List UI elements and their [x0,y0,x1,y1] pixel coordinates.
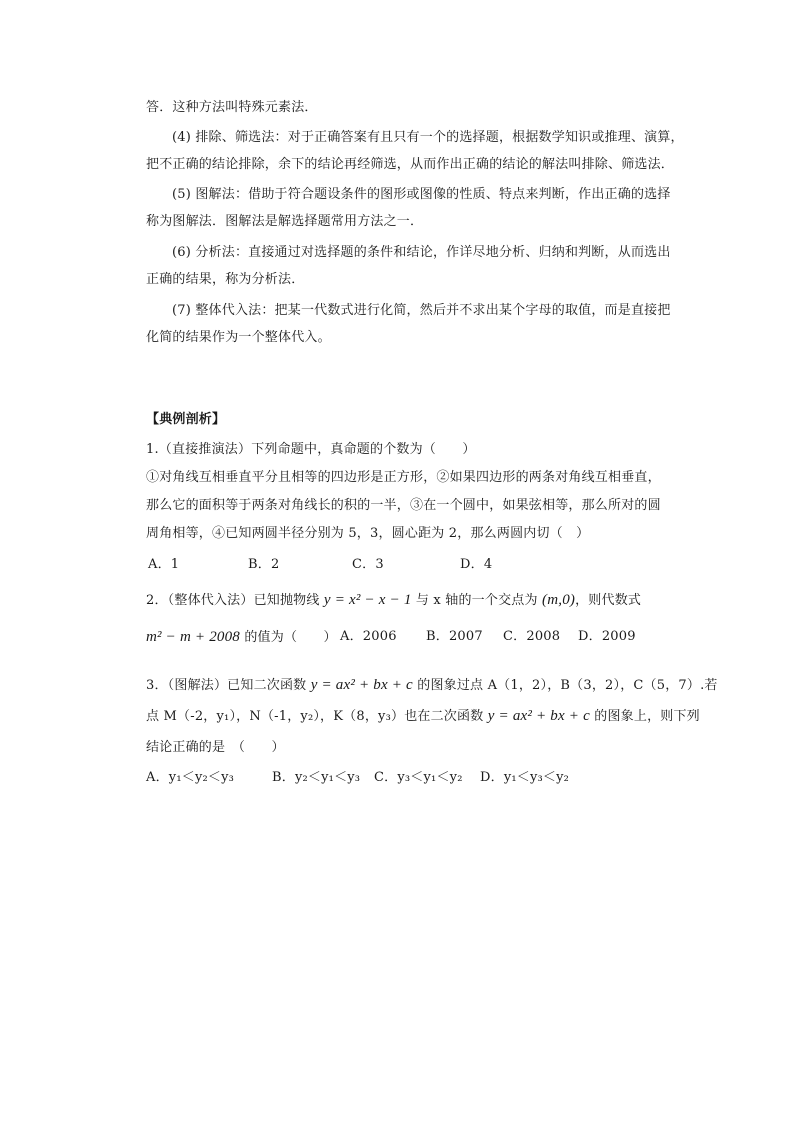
method-6-line-1: (6) 分析法：直接通过对选择题的条件和结论，作详尽地分析、归纳和判断，从而选出 [172,245,671,260]
method-5-line-1: (5) 图解法：借助于符合题设条件的图形或图像的性质、特点来判断，作出正确的选择 [172,187,671,202]
q3-line-1-prefix: 3．（图解法）已知二次函数 [146,678,311,693]
q3-line-2-prefix: 点 M（-2，y₁），N（-1，y₂），K（8，y₃）也在二次函数 [146,709,488,724]
q1-line-3: 周角相等，④已知两圆半径分别为 5，3，圆心距为 2，那么两圆内切（ ） [146,526,590,541]
method-4-line-1: (4) 排除、筛选法：对于正确答案有且只有一个的选择题，根据数学知识或推理、演算， [172,130,684,145]
q3-line-2-post: 的图象上，则下列 [589,709,700,724]
method-4-line-2: 把不正确的结论排除，余下的结论再经筛选，从而作出正确的结论的解法叫排除、筛选法． [146,157,675,172]
q3-line-1 [146,675,718,696]
q2-tail-text: 的值为（ ） [240,630,337,645]
q3-option-a: A．y₁＜y₂＜y₃ [146,770,235,785]
method-7-line-2: 化简的结果作为一个整体代入。 [146,330,331,345]
q2-option-c: C．2008 [503,629,561,644]
q3-line-2 [146,706,700,727]
method-5-line-2: 称为图解法．图解法是解选择题常用方法之一． [146,214,424,229]
q2-post-text: ，则代数式 [575,593,642,608]
q1-options [148,555,668,575]
q1-line-2: 那么它的面积等于两条对角线长的积的一半，③在一个圆中，如果弦相等，那么所对的圆 [146,498,661,513]
q1-option-b: B．2 [248,557,280,572]
q2-prefix: 2．（整体代入法）已知抛物线 [146,593,324,608]
q3-option-c: C．y₃＜y₁＜y₂ [374,770,463,785]
q2-middle-text: 与 x 轴的一个交点为 [411,593,543,608]
q2-option-d: D．2009 [578,629,636,644]
q1-option-a: A．1 [148,557,180,572]
q3-option-d: D．y₁＜y₃＜y₂ [480,770,570,785]
q2-intersection-point: (m,0) [542,592,576,608]
q3-line-1-post: 的图象过点 A（1，2），B（3，2），C（5，7）.若 [412,678,718,693]
q2-options [340,627,660,647]
q2-parabola-equation: y = x² − x − 1 [323,592,412,608]
q1-option-c: C．3 [352,557,384,572]
q3-options [146,768,570,788]
q2-expression: m² − m + 2008 [146,629,241,645]
method-6-line-2: 正确的结果，称为分析法． [146,272,305,287]
q2-line-2 [146,627,337,648]
q2-option-a: A．2006 [340,629,397,644]
method-intro-line: 答．这种方法叫特殊元素法． [146,100,318,115]
q3-quadratic-function: y = ax² + bx + c [310,677,413,693]
q2-option-b: B．2007 [426,629,483,644]
q1-stem: 1.（直接推演法）下列命题中，真命题的个数为（ ） [146,442,476,457]
q3-quadratic-function-2: y = ax² + bx + c [487,708,590,724]
q3-option-b: B．y₂＜y₁＜y₃ [272,770,361,785]
q2-line-1 [146,590,641,611]
method-7-line-1: (7) 整体代入法：把某一代数式进行化简，然后并不求出某个字母的取值，而是直接把 [172,303,671,318]
q3-line-3: 结论正确的是 （ ） [146,740,285,755]
q1-line-1: ①对角线互相垂直平分且相等的四边形是正方形，②如果四边形的两条对角线互相垂直， [146,470,661,485]
q1-option-d: D．4 [460,557,493,572]
section-title: 【典例剖析】 [146,412,226,427]
